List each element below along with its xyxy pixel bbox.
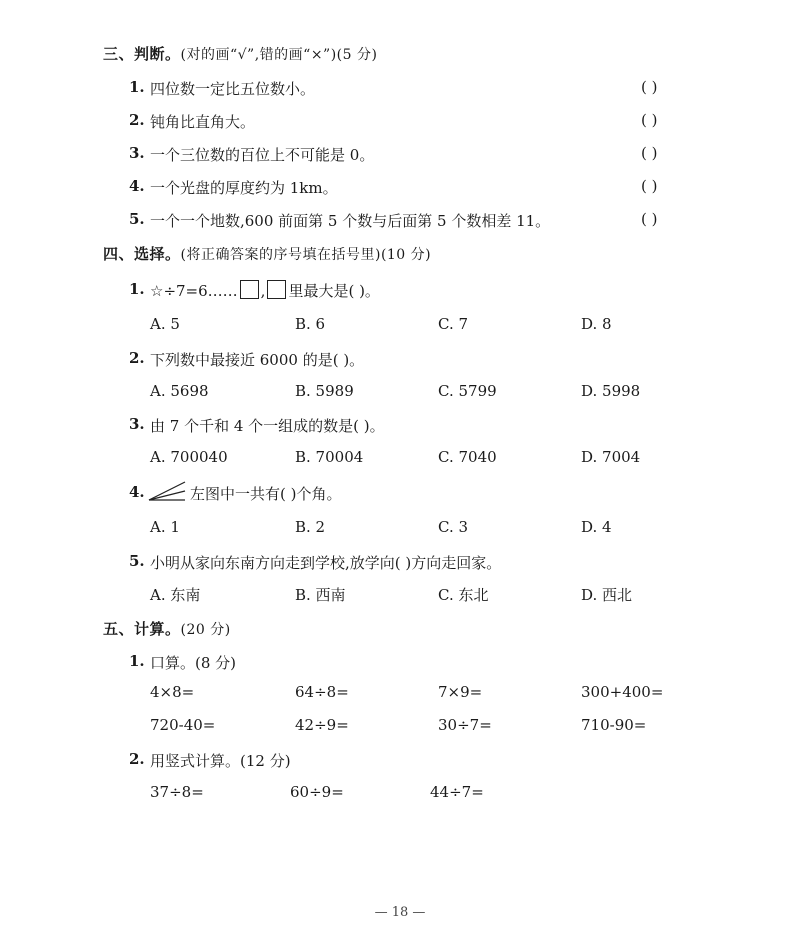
calc-1-number: 1.: [129, 652, 145, 670]
judge-1-answer-blank[interactable]: ( ): [641, 78, 658, 96]
judge-5-answer-blank[interactable]: ( ): [641, 210, 658, 228]
choice-3-option-d[interactable]: D. 7004: [581, 448, 641, 466]
judge-3-answer-blank[interactable]: ( ): [641, 144, 658, 162]
section-3-note: (对的画“√”,错的画“×”)(5 分): [180, 47, 378, 63]
choice-4-number: 4.: [129, 483, 145, 501]
angle-ray-1: [149, 482, 185, 500]
oral-calc-7: 30÷7=: [438, 716, 492, 734]
choice-1-option-b[interactable]: B. 6: [295, 315, 326, 333]
section-5-title: 五、计算。: [103, 620, 181, 638]
choice-1-text-a: ☆÷7=6……: [150, 282, 238, 300]
choice-2-option-d[interactable]: D. 5998: [581, 382, 641, 400]
judge-5-number: 5.: [129, 210, 145, 228]
judge-2-text: 钝角比直角大。: [150, 113, 256, 131]
judge-2-answer-blank[interactable]: ( ): [641, 111, 658, 129]
oral-calc-3: 7×9=: [438, 683, 483, 701]
choice-1-text: [150, 280, 380, 301]
choice-4-option-b[interactable]: B. 2: [295, 518, 326, 536]
choice-4-option-c[interactable]: C. 3: [438, 518, 469, 536]
page-number: — 18 —: [374, 905, 426, 920]
judge-3-text: 一个三位数的百位上不可能是 0。: [150, 146, 375, 164]
choice-2-option-c[interactable]: C. 5799: [438, 382, 497, 400]
section-4-title: 四、选择。: [103, 245, 181, 263]
vertical-calc-3: 44÷7=: [430, 783, 484, 801]
choice-5-option-b[interactable]: B. 西南: [295, 586, 346, 604]
choice-5-text: 小明从家向东南方向走到学校,放学向( )方向走回家。: [150, 554, 502, 572]
judge-3-number: 3.: [129, 144, 145, 162]
judge-5-text: 一个一个地数,600 前面第 5 个数与后面第 5 个数相差 11。: [150, 212, 551, 230]
choice-4-option-a[interactable]: A. 1: [150, 518, 180, 536]
choice-2-option-b[interactable]: B. 5989: [295, 382, 354, 400]
judge-1-text: 四位数一定比五位数小。: [150, 80, 316, 98]
oral-calc-4: 300+400=: [581, 683, 664, 701]
oral-calc-8: 710-90=: [581, 716, 647, 734]
remainder-box-2: [267, 280, 286, 299]
judge-4-text: 一个光盘的厚度约为 1km。: [150, 179, 338, 197]
oral-calc-2: 64÷8=: [295, 683, 349, 701]
angle-figure: [147, 480, 187, 502]
choice-1-text-c: 里最大是( )。: [288, 282, 380, 300]
choice-4-text: 左图中一共有( )个角。: [190, 485, 342, 503]
choice-4-option-d[interactable]: D. 4: [581, 518, 612, 536]
choice-2-number: 2.: [129, 349, 145, 367]
choice-1-option-d[interactable]: D. 8: [581, 315, 612, 333]
section-5-heading: [103, 618, 231, 639]
section-4-heading: [103, 243, 431, 264]
oral-calc-6: 42÷9=: [295, 716, 349, 734]
choice-1-option-c[interactable]: C. 7: [438, 315, 469, 333]
oral-calc-5: 720-40=: [150, 716, 216, 734]
angle-ray-2: [149, 491, 185, 500]
oral-calc-1: 4×8=: [150, 683, 195, 701]
choice-3-number: 3.: [129, 415, 145, 433]
choice-5-option-c[interactable]: C. 东北: [438, 586, 489, 604]
choice-1-number: 1.: [129, 280, 145, 298]
choice-3-text: 由 7 个千和 4 个一组成的数是( )。: [150, 417, 385, 435]
choice-1-option-a[interactable]: A. 5: [150, 315, 180, 333]
calc-2-number: 2.: [129, 750, 145, 768]
choice-2-text: 下列数中最接近 6000 的是( )。: [150, 351, 365, 369]
remainder-box: [240, 280, 259, 299]
vertical-calc-2: 60÷9=: [290, 783, 344, 801]
calc-2-text: 用竖式计算。(12 分): [150, 752, 291, 770]
judge-4-number: 4.: [129, 177, 145, 195]
choice-1-text-b: ,: [260, 282, 266, 300]
section-3-heading: [103, 43, 377, 64]
choice-2-option-a[interactable]: A. 5698: [150, 382, 209, 400]
judge-1-number: 1.: [129, 78, 145, 96]
choice-3-option-b[interactable]: B. 70004: [295, 448, 364, 466]
judge-4-answer-blank[interactable]: ( ): [641, 177, 658, 195]
choice-3-option-a[interactable]: A. 700040: [150, 448, 228, 466]
judge-2-number: 2.: [129, 111, 145, 129]
calc-1-text: 口算。(8 分): [150, 654, 237, 672]
section-3-title: 三、判断。: [103, 45, 181, 63]
choice-3-option-c[interactable]: C. 7040: [438, 448, 497, 466]
section-5-note: (20 分): [180, 622, 231, 638]
choice-5-option-a[interactable]: A. 东南: [150, 586, 201, 604]
choice-5-option-d[interactable]: D. 西北: [581, 586, 633, 604]
section-4-note: (将正确答案的序号填在括号里)(10 分): [180, 247, 432, 263]
choice-5-number: 5.: [129, 552, 145, 570]
vertical-calc-1: 37÷8=: [150, 783, 204, 801]
